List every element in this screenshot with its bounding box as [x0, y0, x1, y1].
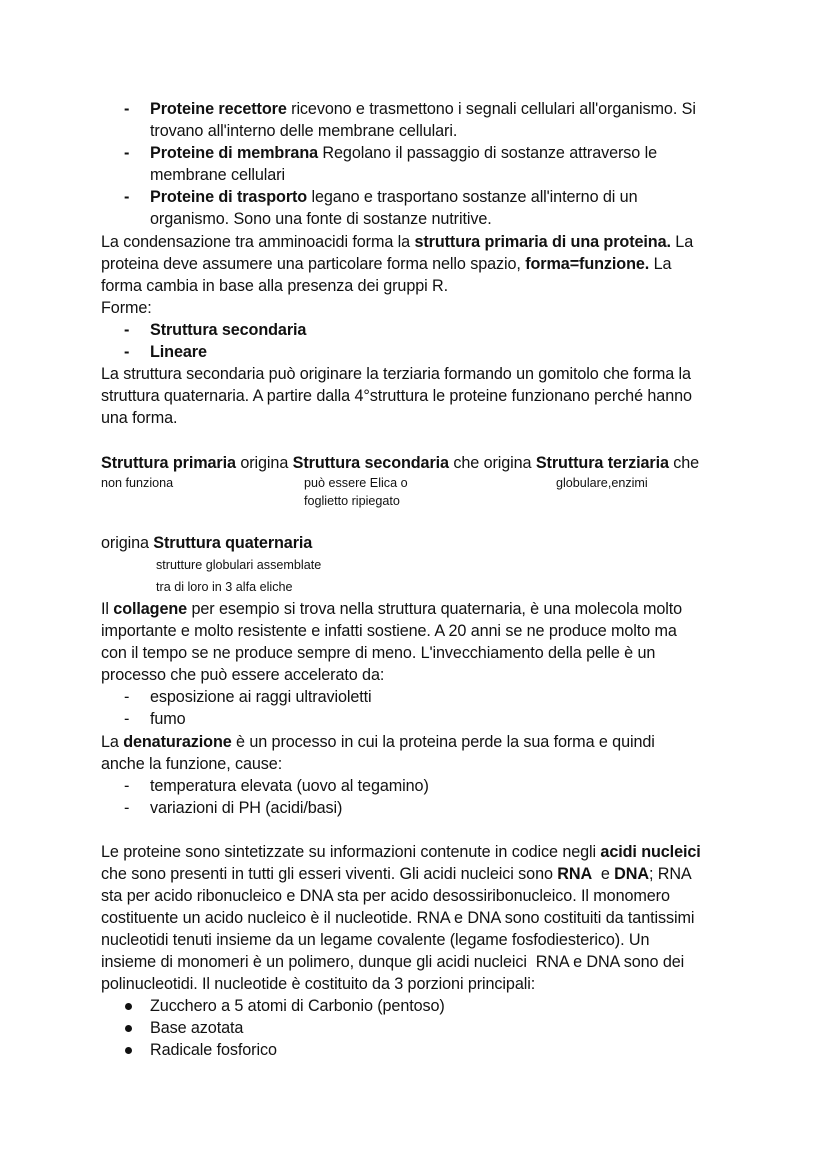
list-item: Proteine recettore ricevono e trasmettono i segnali cellulari all'organismo. Si: [150, 100, 696, 118]
list-item: Proteine di trasporto legano e trasportano sostanze all'interno di un: [150, 188, 638, 206]
list-dash: -: [124, 777, 130, 795]
bullet-icon: [125, 1003, 132, 1010]
document-page: - Proteine recettore ricevono e trasmettono i segnali cellulari all'organismo. Si trovano all'interno delle membrane cellulari. - Proteine di membrana Regolano il passaggio di sostanze attraverso le membrane cellulari - Proteine di trasporto legano e trasportano sostanze all'interno di un organismo. Sono una fonte di sostanze nutritive. La condensazione tra amminoacidi forma la struttura primaria di una proteina. La proteina deve assumere una particolare forma nello spazio, forma=funzione. La forma cambia in base alla presenza dei gruppi R. Forme: - Struttura secondaria - Lineare La struttura secondaria può originare la terziaria formando un gomitolo che forma la struttura quaternaria. A partire dalla 4°struttura le proteine funzionano perché hanno una forma. Struttura primaria origina Struttura secondaria che origina Struttura terziaria che non funziona può essere Elica o foglietto ripiegato globulare,enzimi origina Struttura quaternaria strutture globulari assemblate tra di loro in 3 alfa eliche Il collagene per esempio si trova nella struttura quaternaria, è una molecola molto importante e molto resistente e infatti sostiene. A 20 anni se ne produce molto ma con il tempo se ne produce sempre di meno. L'invecchiamento della pelle è un processo che può essere accelerato da: - esposizione ai raggi ultravioletti - fumo La denaturazione è un processo in cui la proteina perde la sua forma e quindi anche la funzione, cause: - temperatura elevata (uovo al tegamino) - variazioni di PH (acidi/basi) Le proteine sono sintetizzate su informazioni contenute in codice negli acidi nucleici che sono presenti in tutti gli esseri viventi. Gli acidi nucleici sono RNA e DNA; RNA sta per acido ribonucleico e DNA sta per acido desossiribonucleico. Il monomero costituente un acido nucleico è il nucleotide. RNA e DNA sono costituiti da tantissimi nucleotidi tenuti insieme da un legame covalente (legame fosfodiesterico). Un insieme di monomeri è un polimero, dunque gli acidi nucleici RNA e DNA sono dei polinucleotidi. Il nucleotide è costituito da 3 porzioni principali: Zucchero a 5 atomi di Carbonio (pentoso) Base azotata Radicale fosforico: [101, 100, 701, 1059]
list-item: fumo: [150, 710, 186, 728]
list-item: Lineare: [150, 343, 207, 361]
note-quaternary: strutture globulari assemblate: [156, 558, 322, 572]
bullet-icon: [125, 1025, 132, 1032]
list-dash: -: [124, 799, 130, 817]
list-dash: -: [124, 710, 130, 728]
list-item: temperatura elevata (uovo al tegamino): [150, 777, 429, 795]
list-item-cont: membrane cellulari: [150, 166, 285, 184]
term: Proteine di membrana: [150, 144, 319, 162]
list-item: esposizione ai raggi ultravioletti: [150, 688, 372, 706]
list-dash: -: [124, 688, 130, 706]
list-item: variazioni di PH (acidi/basi): [150, 799, 343, 817]
note-primary: non funziona: [101, 476, 174, 490]
list-item-cont: organismo. Sono una fonte di sostanze nutritive.: [150, 210, 492, 228]
note-tertiary: globulare,enzimi: [556, 476, 648, 490]
term: Proteine di trasporto: [150, 188, 308, 206]
list-dash: -: [124, 188, 130, 206]
list-item: Proteine di membrana Regolano il passaggio di sostanze attraverso le: [150, 144, 657, 162]
note-secondary-cont: foglietto ripiegato: [304, 494, 400, 508]
list-dash: -: [124, 144, 130, 162]
note-secondary: può essere Elica o: [304, 476, 408, 490]
list-item-cont: trovano all'interno delle membrane cellulari.: [150, 122, 458, 140]
list-item: Zucchero a 5 atomi di Carbonio (pentoso): [150, 997, 445, 1015]
term: Proteine recettore: [150, 100, 287, 118]
forms-label: Forme:: [101, 299, 152, 317]
list-dash: -: [124, 343, 130, 361]
list-item: Radicale fosforico: [150, 1041, 277, 1059]
list-dash: -: [124, 100, 130, 118]
note-quaternary-cont: tra di loro in 3 alfa eliche: [156, 580, 293, 594]
list-item: Base azotata: [150, 1019, 244, 1037]
list-item: Struttura secondaria: [150, 321, 307, 339]
bullet-icon: [125, 1047, 132, 1054]
list-dash: -: [124, 321, 130, 339]
